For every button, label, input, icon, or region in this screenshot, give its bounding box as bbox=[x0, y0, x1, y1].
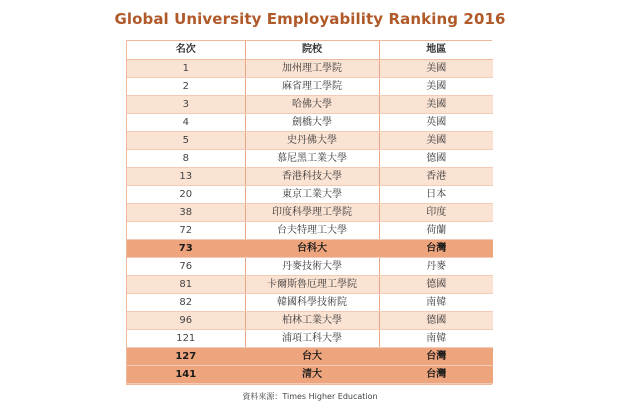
page-title: Global University Employability Ranking 2016 bbox=[114, 10, 506, 28]
rank-cell: 82 bbox=[127, 293, 245, 311]
region-cell: 丹麥 bbox=[379, 257, 493, 275]
region-cell: 香港 bbox=[379, 167, 493, 185]
ranking-table-container bbox=[126, 40, 492, 385]
rank-cell: 8 bbox=[127, 149, 245, 167]
table-header-row bbox=[127, 41, 493, 59]
rank-cell: 121 bbox=[127, 329, 245, 347]
table-body bbox=[127, 59, 493, 383]
table-row bbox=[127, 59, 493, 77]
table-row bbox=[127, 257, 493, 275]
region-cell: 德國 bbox=[379, 149, 493, 167]
region-cell: 印度 bbox=[379, 203, 493, 221]
region-cell: 德國 bbox=[379, 311, 493, 329]
table-row bbox=[127, 311, 493, 329]
university-name-cell: 哈佛大學 bbox=[245, 95, 379, 113]
region-cell: 台灣 bbox=[379, 347, 493, 365]
table-row bbox=[127, 113, 493, 131]
university-name-cell: 清大 bbox=[245, 365, 379, 383]
table-row bbox=[127, 131, 493, 149]
region-cell: 美國 bbox=[379, 95, 493, 113]
table-row bbox=[127, 347, 493, 365]
table-row bbox=[127, 167, 493, 185]
rank-cell: 38 bbox=[127, 203, 245, 221]
table-row bbox=[127, 365, 493, 383]
table-row bbox=[127, 275, 493, 293]
university-name-cell: 台科大 bbox=[245, 239, 379, 257]
university-name-cell: 台夫特理工大學 bbox=[245, 221, 379, 239]
header-region: 地區 bbox=[379, 41, 493, 59]
rank-cell: 127 bbox=[127, 347, 245, 365]
university-name-cell: 劍橋大學 bbox=[245, 113, 379, 131]
rank-cell: 96 bbox=[127, 311, 245, 329]
rank-cell: 81 bbox=[127, 275, 245, 293]
university-name-cell: 史丹佛大學 bbox=[245, 131, 379, 149]
table-row bbox=[127, 221, 493, 239]
university-name-cell: 加州理工學院 bbox=[245, 59, 379, 77]
rank-cell: 72 bbox=[127, 221, 245, 239]
rank-cell: 2 bbox=[127, 77, 245, 95]
region-cell: 南韓 bbox=[379, 329, 493, 347]
rank-cell: 1 bbox=[127, 59, 245, 77]
university-name-cell: 慕尼黑工業大學 bbox=[245, 149, 379, 167]
university-name-cell: 韓國科學技術院 bbox=[245, 293, 379, 311]
table-row bbox=[127, 149, 493, 167]
university-name-cell: 柏林工業大學 bbox=[245, 311, 379, 329]
university-name-cell: 台大 bbox=[245, 347, 379, 365]
table-row bbox=[127, 293, 493, 311]
table-row bbox=[127, 329, 493, 347]
region-cell: 荷蘭 bbox=[379, 221, 493, 239]
header-name: 院校 bbox=[245, 41, 379, 59]
region-cell: 英國 bbox=[379, 113, 493, 131]
rank-cell: 4 bbox=[127, 113, 245, 131]
ranking-table bbox=[127, 41, 493, 384]
region-cell: 台灣 bbox=[379, 365, 493, 383]
rank-cell: 73 bbox=[127, 239, 245, 257]
university-name-cell: 丹麥技術大學 bbox=[245, 257, 379, 275]
rank-cell: 141 bbox=[127, 365, 245, 383]
university-name-cell: 東京工業大學 bbox=[245, 185, 379, 203]
table-row bbox=[127, 77, 493, 95]
university-name-cell: 香港科技大學 bbox=[245, 167, 379, 185]
region-cell: 德國 bbox=[379, 275, 493, 293]
rank-cell: 3 bbox=[127, 95, 245, 113]
rank-cell: 20 bbox=[127, 185, 245, 203]
region-cell: 美國 bbox=[379, 77, 493, 95]
region-cell: 美國 bbox=[379, 131, 493, 149]
rank-cell: 13 bbox=[127, 167, 245, 185]
header-rank: 名次 bbox=[127, 41, 245, 59]
region-cell: 台灣 bbox=[379, 239, 493, 257]
university-name-cell: 浦項工科大學 bbox=[245, 329, 379, 347]
source-note: 資料來源：Times Higher Education bbox=[242, 392, 378, 401]
table-row bbox=[127, 95, 493, 113]
university-name-cell: 麻省理工學院 bbox=[245, 77, 379, 95]
rank-cell: 5 bbox=[127, 131, 245, 149]
university-name-cell: 印度科學理工學院 bbox=[245, 203, 379, 221]
region-cell: 南韓 bbox=[379, 293, 493, 311]
university-name-cell: 卡爾斯魯厄理工學院 bbox=[245, 275, 379, 293]
region-cell: 美國 bbox=[379, 59, 493, 77]
table-row bbox=[127, 239, 493, 257]
rank-cell: 76 bbox=[127, 257, 245, 275]
table-row bbox=[127, 203, 493, 221]
table-row bbox=[127, 185, 493, 203]
region-cell: 日本 bbox=[379, 185, 493, 203]
